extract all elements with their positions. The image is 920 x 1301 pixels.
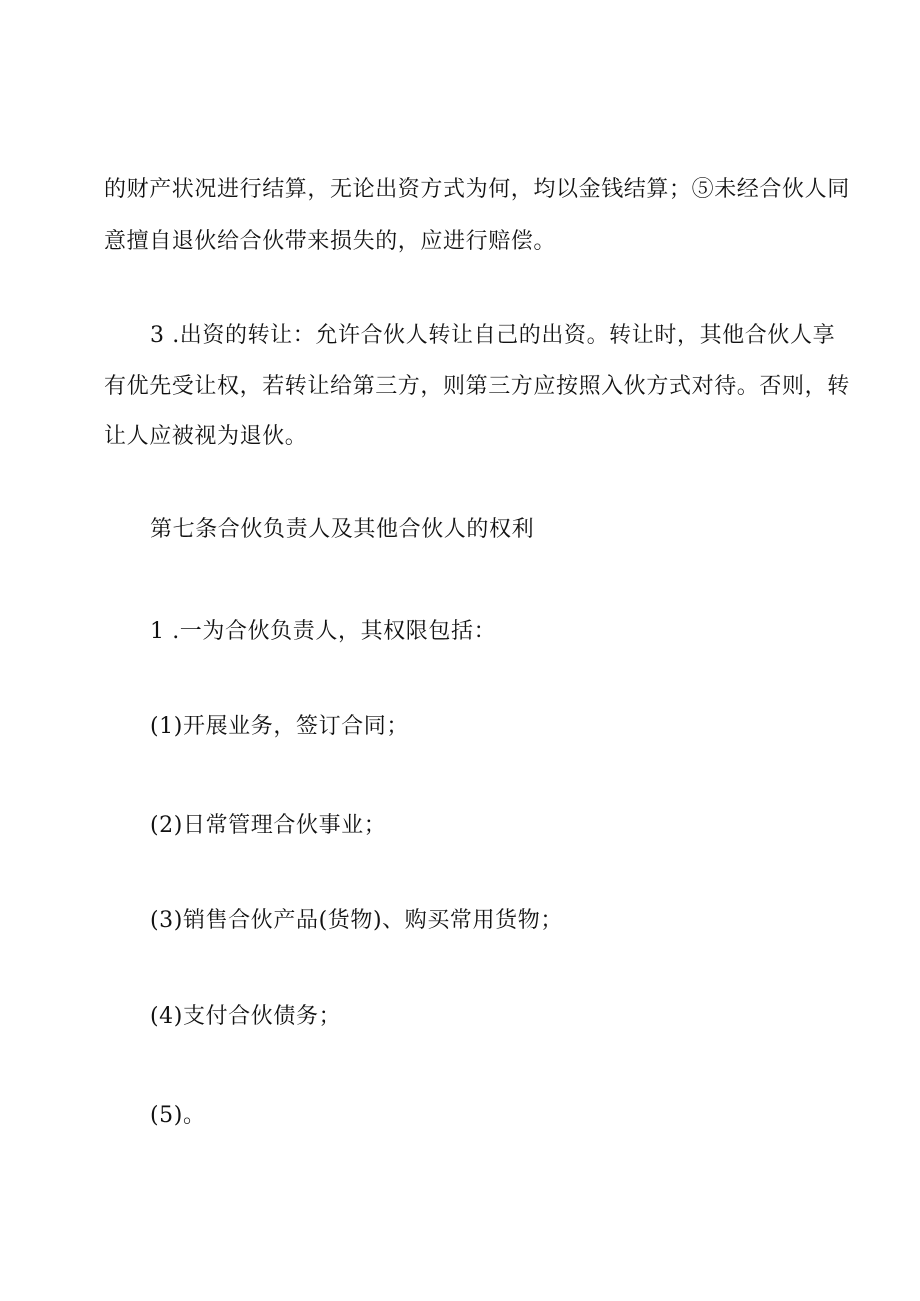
paragraph-2-line-1: 3 .出资的转让：允许合伙人转让自己的出资。转让时，其他合伙人享 xyxy=(150,323,836,348)
paragraph-1-line-2: 意擅自退伙给合伙带来损失的，应进行赔偿。 xyxy=(104,229,557,254)
list-item: (5)。 xyxy=(150,1103,206,1128)
paragraph-2-line-2: 有优先受让权，若转让给第三方，则第三方应按照入伙方式对待。否则，转 xyxy=(104,374,850,399)
list-item: (2)日常管理合伙事业； xyxy=(150,813,387,838)
list-item: (4)支付合伙债务； xyxy=(150,1004,342,1029)
article-7-heading: 第七条合伙负责人及其他合伙人的权利 xyxy=(150,517,535,542)
paragraph-2-line-3: 让人应被视为退伙。 xyxy=(104,424,308,449)
list-item: (1)开展业务，签订合同； xyxy=(150,714,409,739)
item-1: 1 .一为合伙负责人，其权限包括： xyxy=(150,619,497,644)
list-item: (3)销售合伙产品(货物)、购买常用货物； xyxy=(150,908,563,933)
paragraph-1-line-1: 的财产状况进行结算，无论出资方式为何，均以金钱结算；⑤未经合伙人同 xyxy=(104,177,850,202)
